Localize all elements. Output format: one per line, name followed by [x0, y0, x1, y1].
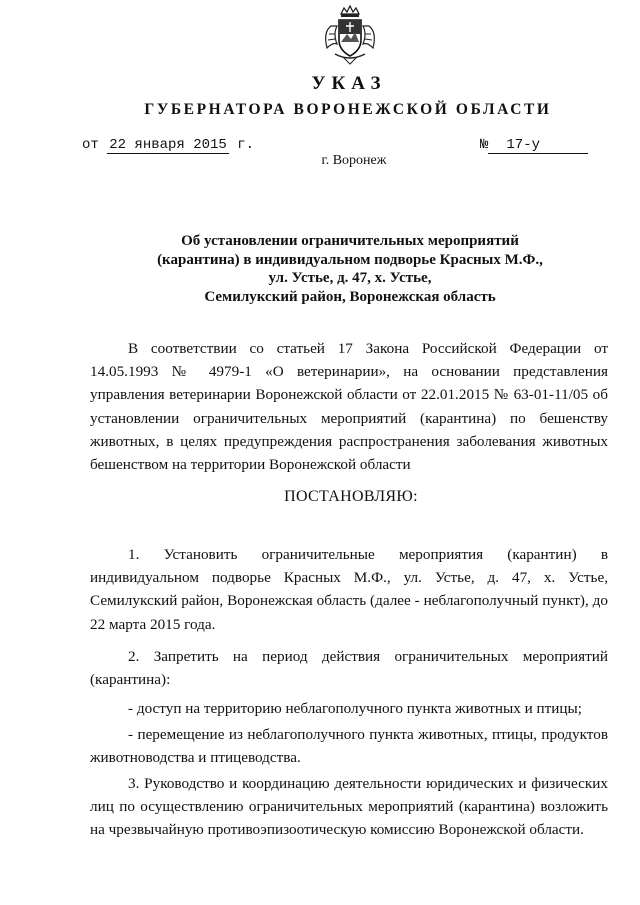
decree-issuer: ГУБЕРНАТОРА ВОРОНЕЖСКОЙ ОБЛАСТИ	[144, 101, 552, 118]
subject-line: Об установлении ограничительных мероприятий	[181, 233, 519, 249]
date-suffix: г.	[237, 137, 255, 153]
item-2a-paragraph: - доступ на территорию неблагополучного пункта животных и птицы;	[128, 700, 582, 717]
number-value: 17-у	[488, 137, 588, 154]
decree-number	[480, 137, 588, 154]
item-3-paragraph: 3. Руководство и координацию деятельности юридических и физических лиц по осуществлению ограничительных мероприятий (карантина) возложить на чрезвычайную противоэпизоотическую комиссию Воронежской области.	[90, 775, 608, 839]
date-value: 22 января 2015	[109, 137, 227, 153]
item-2b-paragraph: - перемещение из неблагополучного пункта животных, птицы, продуктов животноводства и птицеводства.	[90, 726, 608, 767]
city-name: г. Воронеж	[321, 153, 387, 168]
number-prefix: №	[480, 137, 489, 153]
item-1-paragraph: 1. Установить ограничительные мероприятия (карантин) в индивидуальном подворье Красных М.Ф., ул. Устье, д. 47, х. Устье, Семилукский район, Воронежская область (далее - неблагополучный пункт), до 22 марта 2015 года.	[90, 546, 608, 633]
subject-line: ул. Устье, д. 47, х. Устье,	[268, 270, 432, 286]
decree-word: ПОСТАНОВЛЯЮ:	[284, 488, 418, 505]
decree-title: УКАЗ	[311, 73, 387, 94]
item-2-paragraph: 2. Запретить на период действия ограничительных мероприятий (карантина):	[90, 648, 608, 689]
subject-line: (карантина) в индивидуальном подворье Красных М.Ф.,	[157, 251, 543, 268]
date-prefix: от	[82, 137, 99, 153]
subject-line: Семилукский район, Воронежская область	[204, 288, 496, 305]
document-subject	[110, 232, 590, 306]
preamble-paragraph: В соответствии со статьей 17 Закона Российской Федерации от 14.05.1993 № 4979-1 «О ветеринарии», на основании представления управления ветеринарии Воронежской области от 22.01.2015 № 63-01-11/05 об установлении ограничительных мероприятий (карантина) по бешенству животных, в целях предупреждения распространения заболевания животных бешенством на территории Воронежской области	[90, 340, 608, 474]
coat-of-arms-icon	[319, 4, 381, 66]
decree-date	[82, 137, 254, 154]
